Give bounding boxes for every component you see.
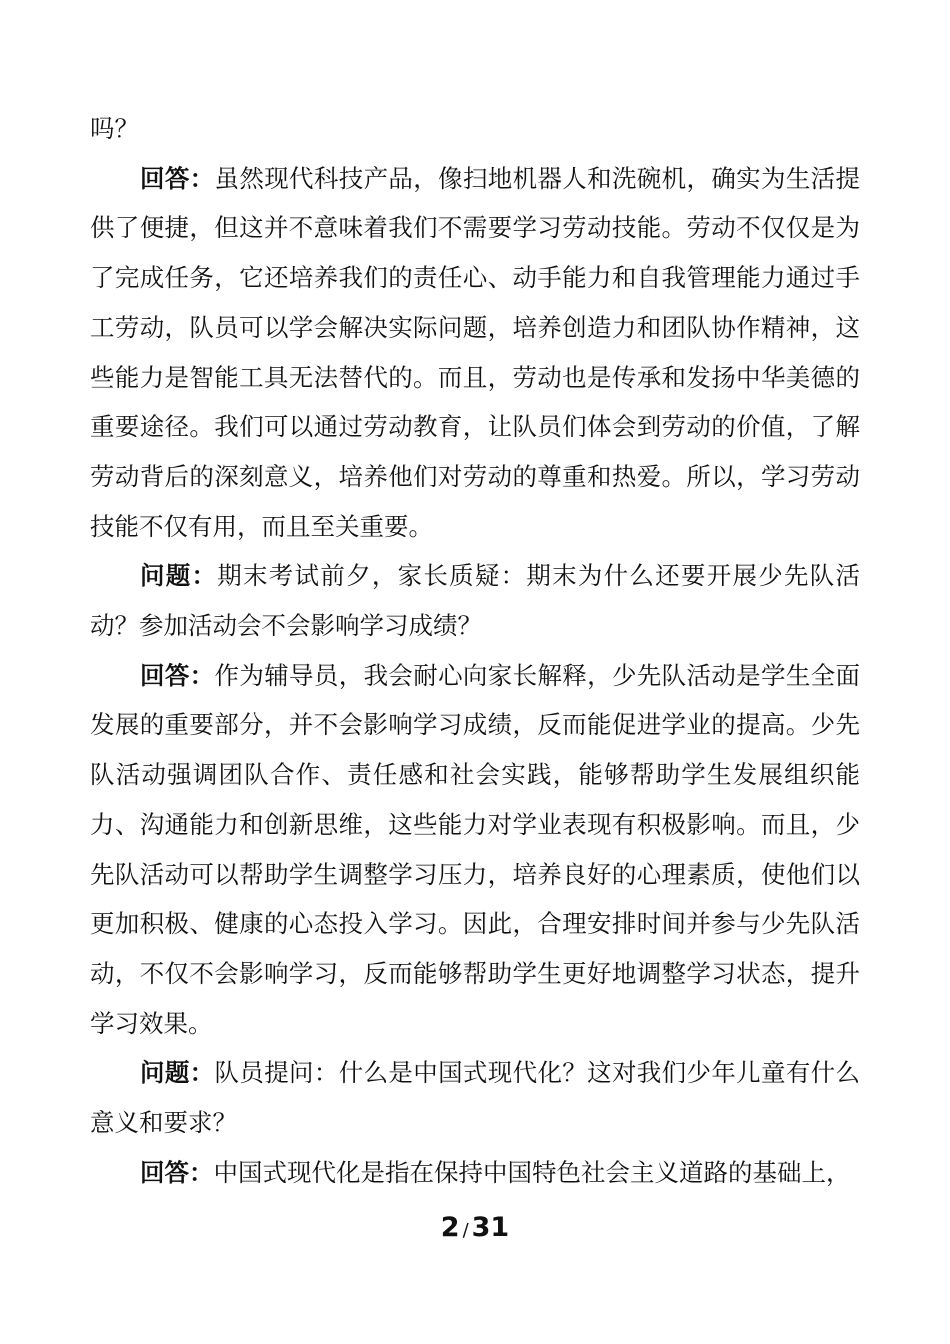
answer-label: 回答： xyxy=(140,1157,214,1187)
page-total: 31 xyxy=(471,1212,510,1243)
paragraph-text: 虽然现代科技产品，像扫地机器人和洗碗机，确实为生活提供了便捷，但这并不意味着我们不需要学习劳动技能。劳动不仅仅是为了完成任务，它还培养我们的责任心、动手能力和自我管理能力通过手工劳动，队员可以学会解决实际问题，培养创造力和团队协作精神，这些能力是智能工具无法替代的。而且，劳动也是传承和发扬中华美德的重要途径。我们可以通过劳动教育，让队员们体会到劳动的价值，了解劳动背后的深刻意义，培养他们对劳动的尊重和热爱。所以，学习劳动技能不仅有用，而且至关重要。 xyxy=(90,163,861,541)
paragraph xyxy=(90,1048,860,1147)
paragraph xyxy=(90,651,860,1049)
paragraph-text: 吗？ xyxy=(90,114,139,143)
document-body xyxy=(90,104,860,1197)
page-separator: / xyxy=(462,1220,469,1241)
paragraph-text: 作为辅导员，我会耐心向家长解释，少先队活动是学生全面发展的重要部分，并不会影响学习成绩，反而能促进学业的提高。少先队活动强调团队合作、责任感和社会实践，能够帮助学生发展组织能力、沟通能力和创新思维，这些能力对学业表现有积极影响。而且，少先队活动可以帮助学生调整学习压力，培养良好的心理素质，使他们以更加积极、健康的心态投入学习。因此，合理安排时间并参与少先队活动，不仅不会影响学习，反而能够帮助学生更好地调整学习状态，提升学习效果。 xyxy=(90,660,861,1038)
paragraph xyxy=(90,154,860,552)
paragraph-text: 中国式现代化是指在保持中国特色社会主义道路的基础上， xyxy=(213,1157,851,1187)
paragraph xyxy=(90,551,860,650)
answer-label: 回答： xyxy=(140,660,215,690)
page-current: 2 xyxy=(440,1212,460,1243)
paragraph xyxy=(90,1148,860,1198)
paragraph-text: 队员提问：什么是中国式现代化？这对我们少年儿童有什么意义和要求？ xyxy=(90,1058,861,1138)
question-label: 问题： xyxy=(140,1058,215,1088)
paragraph xyxy=(90,104,860,154)
question-label: 问题： xyxy=(140,561,218,591)
answer-label: 回答： xyxy=(140,163,215,193)
page-number xyxy=(0,1208,950,1251)
paragraph-text: 期末考试前夕，家长质疑：期末为什么还要开展少先队活动？参加活动会不会影响学习成绩？ xyxy=(90,561,861,641)
